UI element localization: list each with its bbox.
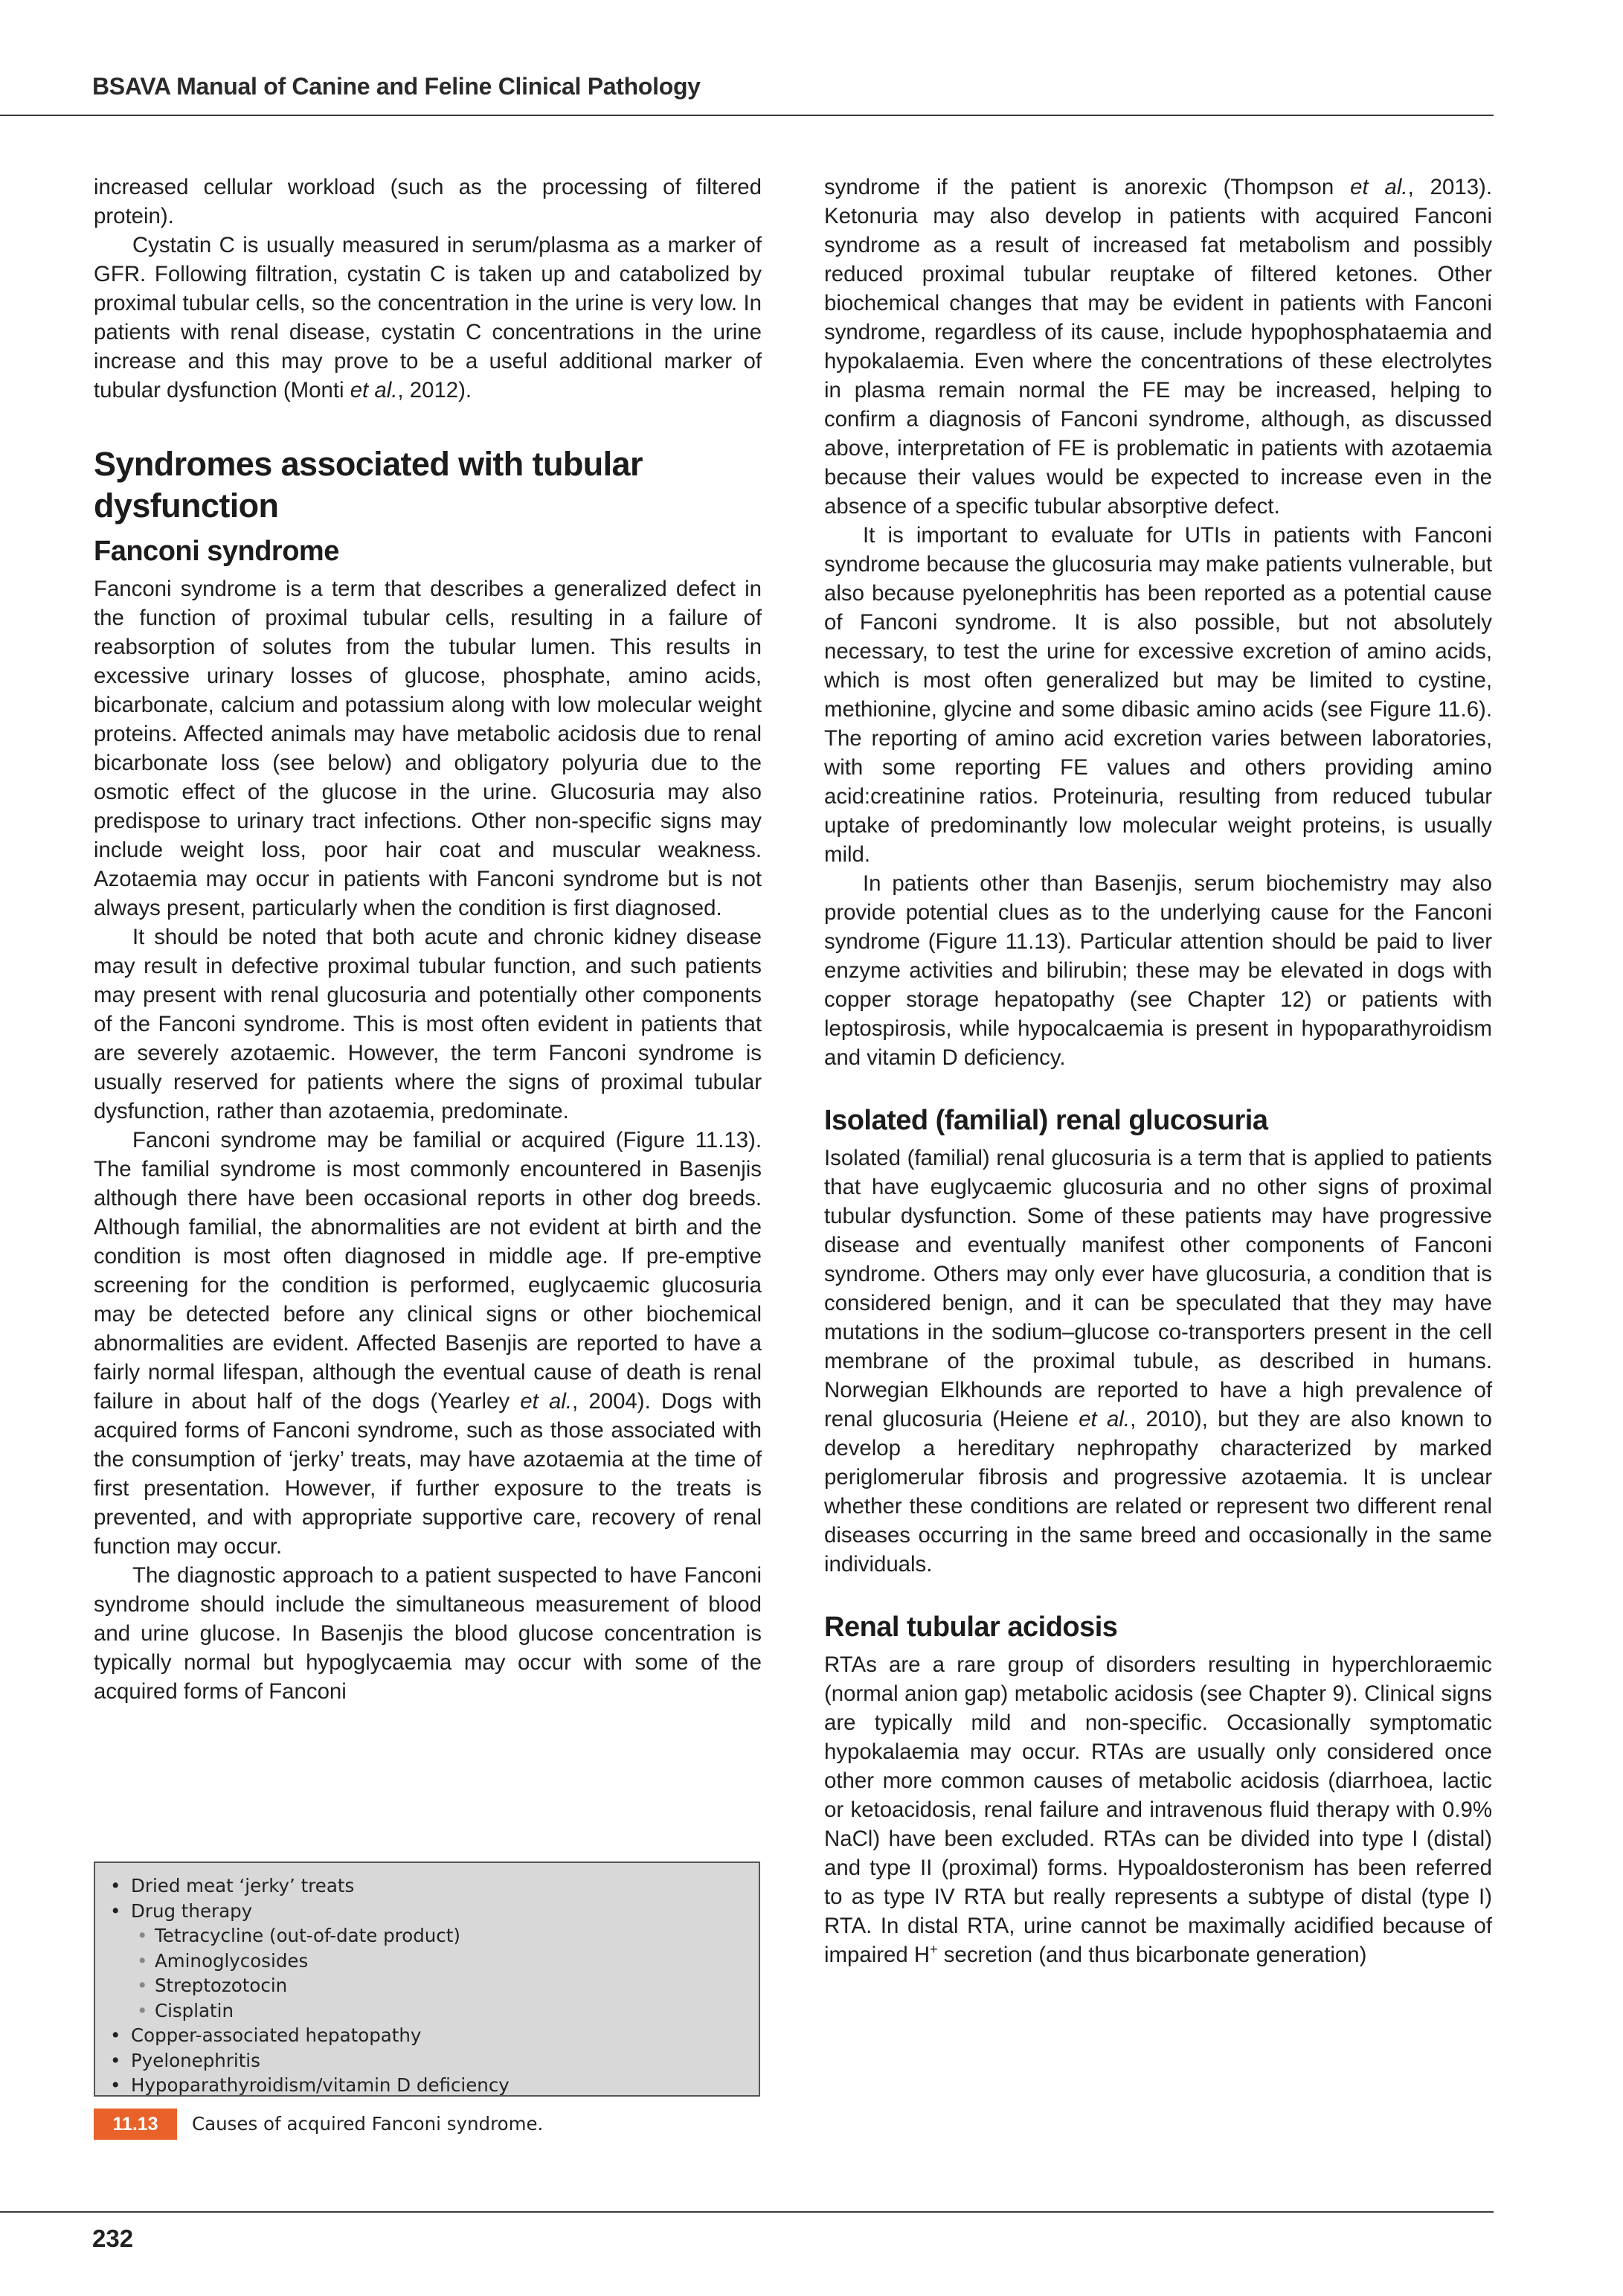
list-item: • Streptozotocin xyxy=(95,1973,759,1998)
paragraph: Fanconi syndrome is a term that describes a generalized defect in the function of proximal tubular cells, resulting in a failure of reabsorption of solutes from the tubular lumen. This results in excessive urinary losses of glucose, phosphate, amino acids, bicarbonate, calcium and potassium along with low molecular weight proteins. Affected animals may have metabolic acidosis due to renal bicarbonate loss (see below) and obligatory polyuria due to the osmotic effect of the glucose in the urine. Glucosuria may also predispose to urinary tract infections. Other non-specific signs may include weight loss, poor hair coat and muscular weakness. Azotaemia may occur in patients with Fanconi syndrome but is not always present, particularly when the condition is first diagnosed. xyxy=(94,577,762,920)
figure-box xyxy=(94,1862,760,2097)
paragraph: The diagnostic approach to a patient suspected to have Fanconi syndrome should include the simultaneous measurement of blood and urine glucose. In Basenjis the blood glucose concentration is typically normal but hypoglycaemia may occur with some of the acquired forms of Fanconi xyxy=(94,1563,762,1704)
section-heading: Syndromes associated with tubular dysfunction xyxy=(94,445,643,525)
left-column xyxy=(94,173,762,1706)
subsection-heading: Isolated (familial) renal glucosuria xyxy=(824,1105,1268,1136)
paragraph: In patients other than Basenjis, serum biochemistry may also provide potential clues as to the underlying cause for the Fanconi syndrome (Figure 11.13). Particular attention should be paid to liver enzyme activities and bilirubin; these may be elevated in dogs with copper storage hepatopathy (see Chapter 12) or patients with leptospirosis, while hypocalcaemia is present in hypoparathyroidism and vitamin D deficiency. xyxy=(824,871,1492,1070)
list-item: • Aminoglycosides xyxy=(95,1949,759,1974)
list-item: • Pyelonephritis xyxy=(95,2048,759,2074)
list-item: • Dried meat ‘jerky’ treats xyxy=(95,1873,759,1899)
list-item: • Drug therapy xyxy=(95,1899,759,1924)
list-item: • Copper-associated hepatopathy xyxy=(95,2023,759,2048)
paragraph: RTAs are a rare group of disorders resulting in hyperchloraemic (normal anion gap) metabolic acidosis (see Chapter 9). Clinical signs are typically mild and non-specific. Occasionally symptomatic hypokalaemia may occur. RTAs are usually only considered once other more common causes of metabolic acidosis (diarrhoea, lactic or ketoacidosis, renal failure and intravenous fluid therapy with 0.9% NaCl) have been excluded. RTAs can be divided into type I (distal) and type II (proximal) forms. Hypoaldosteronism has been referred to as type IV RTA but really represents a subtype of distal (type I) RTA. In distal RTA, urine cannot be maximally acidified because of impaired H+ secretion (and thus bicarbonate generation) xyxy=(824,1652,1492,1967)
list-item: • Cisplatin xyxy=(95,1998,759,2024)
paragraph: Cystatin C is usually measured in serum/plasma as a marker of GFR. Following filtration, cystatin C is taken up and catabolized by proximal tubular cells, so the concentration in the urine is very low. In patients with renal disease, cystatin C concentrations in the urine increase and this may prove to be a useful additional marker of tubular dysfunction (Monti et al., 2012). xyxy=(94,233,762,403)
paragraph: Isolated (familial) renal glucosuria is a term that is applied to patients that have euglycaemic glucosuria and no other signs of proximal tubular dysfunction. Some of these patients may have progressive disease and eventually manifest other components of Fanconi syndrome. Others may only ever have glucosuria, a condition that is considered benign, and it can be speculated that they may have mutations in the sodium–glucose co-transporters present in the cell membrane of the proximal tubule, as described in humans. Norwegian Elkhounds are reported to have a high prevalence of renal glucosuria (Heiene et al., 2010), but they are also known to develop a hereditary nephropathy characterized by marked periglomerular fibrosis and progressive azotaemia. It is unclear whether these conditions are related or represent two different renal diseases occurring in the same breed and occasionally in the same individuals. xyxy=(824,1146,1493,1577)
figure-number: 11.13 xyxy=(94,2109,177,2140)
list-item: • Hypoparathyroidism/vitamin D deficiency xyxy=(95,2073,759,2098)
header-rule xyxy=(0,115,1494,116)
right-column xyxy=(824,173,1492,1969)
list-item: • Tetracycline (out-of-date product) xyxy=(95,1923,759,1949)
paragraph: increased cellular workload (such as the processing of filtered protein). xyxy=(94,175,762,228)
footer-rule xyxy=(0,2211,1494,2213)
paragraph: syndrome if the patient is anorexic (Thompson et al., 2013). Ketonuria may also develop in patients with acquired Fanconi syndrome as a result of increased fat metabolism and possibly reduced proximal tubular reuptake of filtered ketones. Other biochemical changes that may be evident in patients with Fanconi syndrome, regardless of its cause, include hypophosphataemia and hypokalaemia. Even where the concentrations of these electrolytes in plasma remain normal the FE may be increased, helping to confirm a diagnosis of Fanconi syndrome, although, as discussed above, interpretation of FE is problematic in patients with azotaemia because their values would be expected to increase even in the absence of a specific tubular absorptive defect. xyxy=(824,175,1493,519)
figure-list xyxy=(95,1873,759,2098)
running-head: BSAVA Manual of Canine and Feline Clinical Pathology xyxy=(92,73,701,100)
paragraph: Fanconi syndrome may be familial or acquired (Figure 11.13). The familial syndrome is most commonly encountered in Basenjis although there have been occasional reports in other dog breeds. Although familial, the abnormalities are not evident at birth and the condition is most often diagnosed in middle age. If pre-emptive screening for the condition is performed, euglycaemic glucosuria may be detected before any clinical signs or other biochemical abnormalities are evident. Affected Basenjis are reported to have a fairly normal lifespan, although the eventual cause of death is renal failure in about half of the dogs (Yearley et al., 2004). Dogs with acquired forms of Fanconi syndrome, such as those associated with the consumption of ‘jerky’ treats, may have azotaemia at the time of first presentation. However, if further exposure to the treats is prevented, and with appropriate supportive care, recovery of renal function may occur. xyxy=(94,1128,762,1559)
page-number: 232 xyxy=(92,2225,134,2252)
subsection-heading: Renal tubular acidosis xyxy=(824,1612,1118,1643)
figure-caption: Causes of acquired Fanconi syndrome. xyxy=(192,2113,544,2135)
subsection-heading: Fanconi syndrome xyxy=(94,536,339,567)
paragraph: It should be noted that both acute and chronic kidney disease may result in defective proximal tubular function, and such patients may present with renal glucosuria and potentially other components of the Fanconi syndrome. This is most often evident in patients that are severely azotaemic. However, the term Fanconi syndrome is usually reserved for patients where the signs of proximal tubular dysfunction, rather than azotaemia, predominate. xyxy=(94,925,762,1123)
paragraph: It is important to evaluate for UTIs in patients with Fanconi syndrome because the glucosuria may make patients vulnerable, but also because pyelonephritis has been reported as a potential cause of Fanconi syndrome. It is also possible, but not absolutely necessary, to test the urine for excessive excretion of amino acids, which is most often generalized but may be limited to cystine, methionine, glycine and some dibasic amino acids (see Figure 11.6). The reporting of amino acid excretion varies between laboratories, with some reporting FE values and others providing amino acid:creatinine ratios. Proteinuria, resulting from reduced tubular uptake of predominantly low molecular weight proteins, is usually mild. xyxy=(824,523,1492,867)
